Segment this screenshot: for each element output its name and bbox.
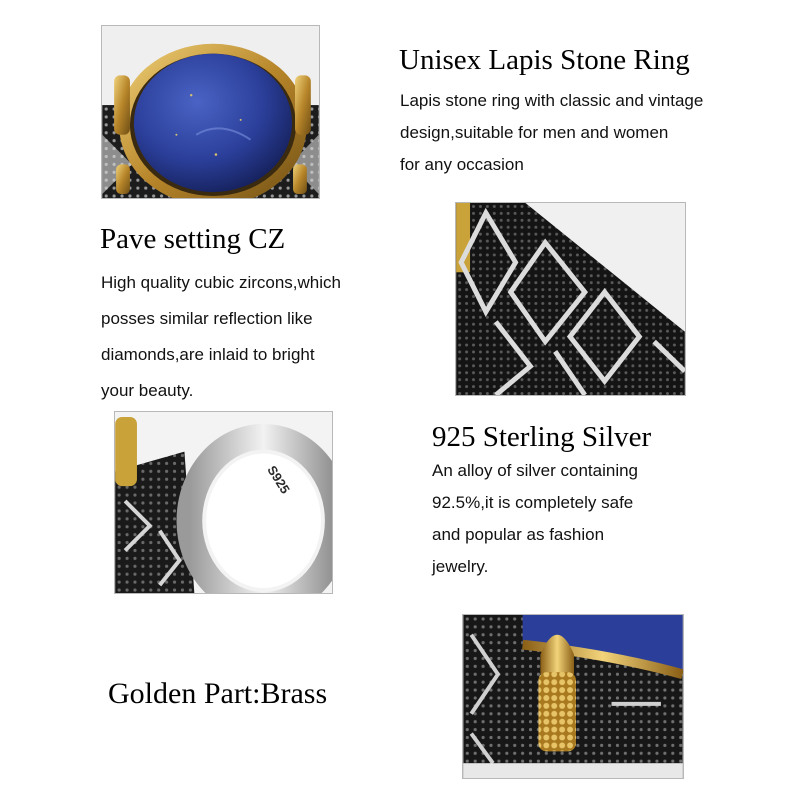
description-line: Lapis stone ring with classic and vintage <box>400 91 704 110</box>
brass-title: Golden Part:Brass <box>108 677 328 710</box>
sterling-band-image <box>115 412 332 593</box>
description-line: and popular as fashion <box>432 525 605 544</box>
pave-description <box>101 265 341 409</box>
lapis-stone-image <box>102 26 319 198</box>
silver-title: 925 Sterling Silver <box>432 421 652 453</box>
sterling-band-photo <box>114 411 333 594</box>
s925-stamp: S925 <box>264 462 293 497</box>
description-line: 92.5%,it is completely safe <box>432 493 634 512</box>
brass-part-photo <box>462 614 684 779</box>
lapis-stone-photo <box>101 25 320 199</box>
description-line: design,suitable for men and women <box>400 123 669 142</box>
pave-title: Pave setting CZ <box>100 223 286 255</box>
description-line: jewelry. <box>432 557 489 576</box>
description-line: An alloy of silver containing <box>432 461 639 480</box>
description-line: for any occasion <box>400 155 524 174</box>
pave-setting-photo <box>455 202 686 396</box>
description-line: diamonds,are inlaid to bright <box>101 345 315 364</box>
silver-description <box>432 455 638 583</box>
description-line: High quality cubic zircons,which <box>101 273 341 292</box>
pave-setting-image <box>456 203 685 395</box>
description-line: posses similar reflection like <box>101 309 313 328</box>
brass-part-image <box>463 615 683 778</box>
stone-ring-description <box>400 85 703 181</box>
description-line: your beauty. <box>101 381 194 400</box>
stone-ring-title: Unisex Lapis Stone Ring <box>399 44 690 76</box>
